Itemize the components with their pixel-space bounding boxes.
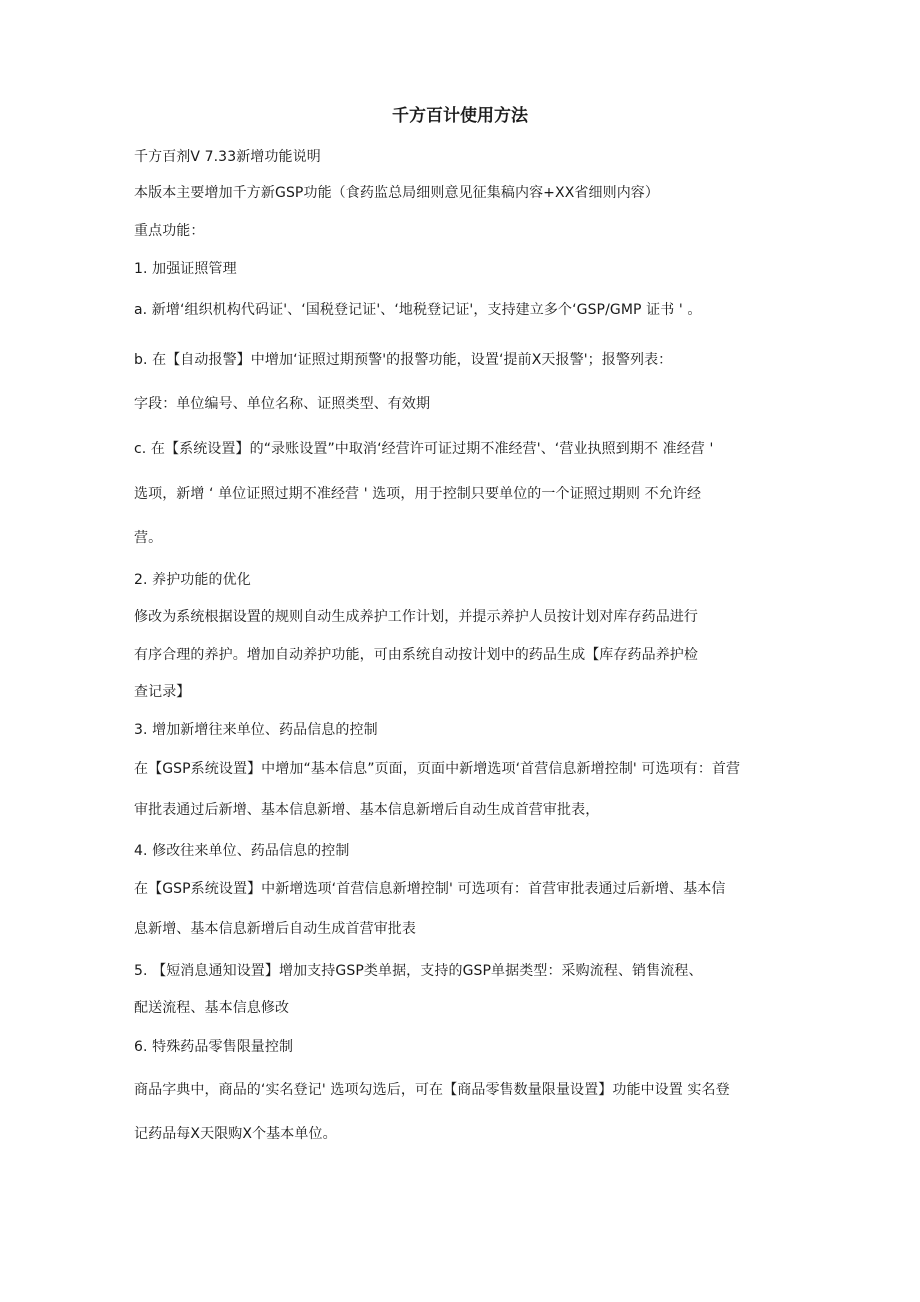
section-3-line-1: 在【GSP系统设置】中增加“基本信息”页面，页面中新增选项‘首营信息新增控制' 可选项有：首营 <box>134 761 741 777</box>
section-6-heading: 6. 特殊药品零售限量控制 <box>134 1039 294 1055</box>
section-3-line-2: 审批表通过后新增、基本信息新增、基本信息新增后自动生成首营审批表， <box>134 802 600 818</box>
document-title: 千方百计使用方法 <box>392 106 528 126</box>
section-1-item-c-line-3: 营。 <box>134 530 163 546</box>
section-1-item-b: b. 在【自动报警】中增加‘证照过期预警'的报警功能，设置‘提前X天报警'；报警列表： <box>134 352 673 368</box>
section-5-line-1: 5. 【短消息通知设置】增加支持GSP类单据，支持的GSP单据类型：采购流程、销售流程、 <box>134 963 703 979</box>
section-2-line-1: 修改为系统根据设置的规则自动生成养护工作计划，并提示养护人员按计划对库存药品进行 <box>134 609 698 625</box>
section-1-fields: 字段：单位编号、单位名称、证照类型、有效期 <box>134 396 431 412</box>
section-3-heading: 3. 增加新增往来单位、药品信息的控制 <box>134 722 378 738</box>
section-4-line-2: 息新增、基本信息新增后自动生成首营审批表 <box>134 921 416 937</box>
section-2-line-3: 查记录】 <box>134 684 191 700</box>
section-1-item-a: a. 新增‘组织机构代码证'、‘国税登记证'、‘地税登记证'，支持建立多个‘GSP/GMP 证书 ' 。 <box>134 302 702 318</box>
section-4-heading: 4. 修改往来单位、药品信息的控制 <box>134 843 350 859</box>
section-6-line-1: 商品字典中，商品的‘实名登记' 选项勾选后，可在【商品零售数量限量设置】功能中设置 实名登 <box>134 1082 730 1098</box>
section-5-line-2: 配送流程、基本信息修改 <box>134 1000 290 1016</box>
key-features-label: 重点功能： <box>134 223 205 239</box>
section-1-item-c-line-2: 选项，新增 ‘ 单位证照过期不准经营 ' 选项，用于控制只要单位的一个证照过期则 不允许经 <box>134 486 702 502</box>
version-heading: 千方百剂V 7.33新增功能说明 <box>134 149 321 165</box>
section-1-item-c-line-1: c. 在【系统设置】的“录账设置”中取消‘经营许可证过期不准经营'、‘营业执照到期不 准经营 ' <box>134 441 714 457</box>
intro-paragraph: 本版本主要增加千方新GSP功能（食药监总局细则意见征集稿内容+XX省细则内容） <box>134 185 659 201</box>
section-2-heading: 2. 养护功能的优化 <box>134 572 251 588</box>
section-4-line-1: 在【GSP系统设置】中新增选项‘首营信息新增控制' 可选项有：首营审批表通过后新增、基本信 <box>134 881 726 897</box>
section-1-heading: 1. 加强证照管理 <box>134 261 237 277</box>
section-2-line-2: 有序合理的养护。增加自动养护功能，可由系统自动按计划中的药品生成【库存药品养护检 <box>134 647 698 663</box>
section-6-line-2: 记药品每X天限购X个基本单位。 <box>134 1126 337 1142</box>
